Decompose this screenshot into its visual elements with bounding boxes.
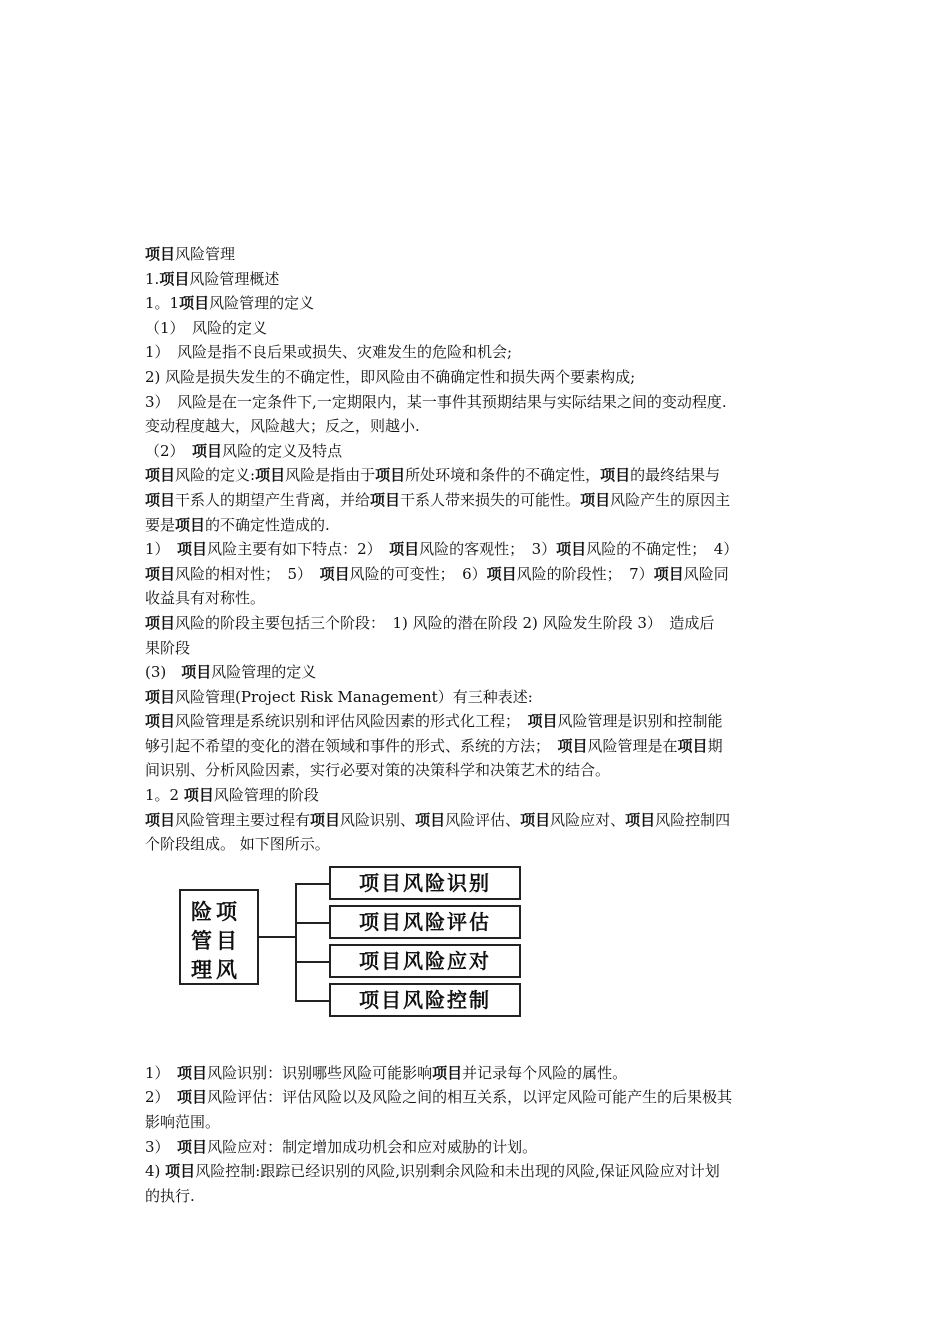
diagram-root-line: 管目 (191, 927, 241, 953)
connector-line (295, 883, 329, 885)
text-line: 变动程度越大，风险越大；反之，则越小. (145, 417, 420, 436)
emphasis-term: 项目 (370, 490, 401, 509)
subsection-heading: 1。1项目风险管理的定义 (145, 294, 315, 313)
emphasis-term: 项目 (600, 466, 631, 485)
text-line: 间识别、分析风险因素，实行必要对策的决策科学和决策艺术的结合。 (145, 761, 611, 780)
emphasis-term: 项目 (177, 1063, 208, 1082)
text-line: 2) 风险是损失发生的不确定性，即风险由不确确定性和损失两个要素构成; (145, 367, 636, 386)
text-line: 收益具有对称性。 (145, 589, 266, 608)
text-line: 1） 项目风险主要有如下特点：2） 项目风险的客观性； 3）项目风险的不确定性； 4） (145, 540, 739, 559)
emphasis-term: 项目 (557, 736, 588, 755)
emphasis-term: 项目 (527, 712, 558, 731)
emphasis-term: 项目 (389, 540, 420, 559)
document-page (145, 242, 805, 1208)
emphasis-term: 项目 (145, 466, 176, 485)
emphasis-term: 项目 (520, 810, 551, 829)
diagram-root-line: 理风 (191, 956, 241, 982)
diagram-root-box (179, 889, 259, 985)
emphasis-term: 项目 (310, 810, 341, 829)
paragraph-heading: (3) 项目风险管理的定义 (145, 663, 317, 682)
emphasis-term: 项目 (145, 245, 176, 263)
text-line: 1） 项目风险识别：识别哪些风险可能影响项目并记录每个风险的属性。 (145, 1063, 628, 1082)
subsection-heading: 1。2 项目风险管理的阶段 (145, 786, 319, 805)
text-line: 的执行. (145, 1186, 195, 1205)
text-line: 个阶段组成。 如下图所示。 (145, 835, 330, 854)
connector-line (295, 1000, 329, 1002)
paragraph-heading: （1） 风险的定义 (145, 318, 268, 337)
text-line: 项目风险管理(Project Risk Management）有三种表述: (145, 687, 533, 706)
emphasis-term: 项目 (177, 540, 208, 559)
diagram-node: 项目风险识别 (329, 866, 521, 900)
emphasis-term: 项目 (145, 613, 176, 632)
emphasis-term: 项目 (486, 564, 517, 583)
emphasis-term: 项目 (145, 712, 176, 731)
diagram-node: 项目风险应对 (329, 944, 521, 978)
text-line: 3） 风险是在一定条件下,一定期限内，某一事件其预期结果与实际结果之间的变动程度. (145, 392, 727, 411)
emphasis-term: 项目 (165, 1162, 196, 1181)
connector-line (295, 883, 297, 1001)
emphasis-term: 项目 (145, 564, 176, 583)
text-line: 项目风险管理是系统识别和评估风险因素的形式化工程； 项目风险管理是识别和控制能 (145, 712, 723, 731)
emphasis-term: 项目 (145, 490, 176, 509)
connector-line (295, 961, 329, 963)
connector-line (295, 922, 329, 924)
text-line: 果阶段 (145, 638, 191, 657)
diagram-root-line: 险项 (191, 898, 241, 924)
emphasis-term: 项目 (183, 786, 214, 805)
emphasis-term: 项目 (177, 1088, 208, 1107)
emphasis-term: 项目 (375, 466, 406, 485)
text-line: 影响范围。 (145, 1113, 221, 1132)
emphasis-term: 项目 (145, 687, 176, 706)
emphasis-term: 项目 (580, 490, 611, 509)
text-line: 项目风险的阶段主要包括三个阶段： 1) 风险的潜在阶段 2) 风险发生阶段 3） 造成后 (145, 613, 715, 632)
text-line: 项目风险的定义:项目风险是指由于项目所处环境和条件的不确定性，项目的最终结果与 (145, 466, 721, 485)
text-line: 2） 项目风险评估：评估风险以及风险之间的相互关系，以评定风险可能产生的后果极其 (145, 1088, 733, 1107)
text-line: 3） 项目风险应对：制定增加成功机会和应对威胁的计划。 (145, 1137, 538, 1156)
emphasis-term: 项目 (177, 1137, 208, 1156)
connector-line (259, 936, 295, 938)
text-line: 1） 风险是指不良后果或损失、灾难发生的危险和机会; (145, 343, 513, 362)
emphasis-term: 项目 (319, 564, 350, 583)
diagram-node: 项目风险评估 (329, 905, 521, 939)
risk-management-diagram (145, 863, 805, 1043)
emphasis-term: 项目 (625, 810, 656, 829)
text-line: 项目干系人的期望产生背离，并给项目干系人带来损失的可能性。项目风险产生的原因主 (145, 490, 731, 509)
emphasis-term: 项目 (677, 736, 708, 755)
emphasis-term: 项目 (175, 515, 206, 534)
text-line: 项目风险管理主要过程有项目风险识别、项目风险评估、项目风险应对、项目风险控制四 (145, 810, 731, 829)
text-line: 项目风险的相对性； 5） 项目风险的可变性； 6）项目风险的阶段性； 7）项目风险同 (145, 564, 729, 583)
emphasis-term: 项目 (159, 269, 190, 288)
emphasis-term: 项目 (653, 564, 684, 583)
emphasis-term: 项目 (181, 663, 212, 682)
emphasis-term: 项目 (415, 810, 446, 829)
emphasis-term: 项目 (145, 810, 176, 829)
emphasis-term: 项目 (556, 540, 587, 559)
emphasis-term: 项目 (179, 294, 210, 313)
emphasis-term: 项目 (192, 441, 223, 460)
doc-title: 项目风险管理 (145, 245, 236, 263)
text-line: 够引起不希望的变化的潜在领域和事件的形式、系统的方法； 项目风险管理是在项目期 (145, 736, 723, 755)
emphasis-term: 项目 (255, 466, 286, 485)
paragraph-heading: （2） 项目风险的定义及特点 (145, 441, 343, 460)
text-line: 要是项目的不确定性造成的. (145, 515, 330, 534)
emphasis-term: 项目 (432, 1063, 463, 1082)
diagram-node: 项目风险控制 (329, 983, 521, 1017)
text-line: 4) 项目风险控制:跟踪已经识别的风险,识别剩余风险和未出现的风险,保证风险应对计划 (145, 1162, 720, 1181)
section-heading: 1.项目风险管理概述 (145, 269, 280, 288)
